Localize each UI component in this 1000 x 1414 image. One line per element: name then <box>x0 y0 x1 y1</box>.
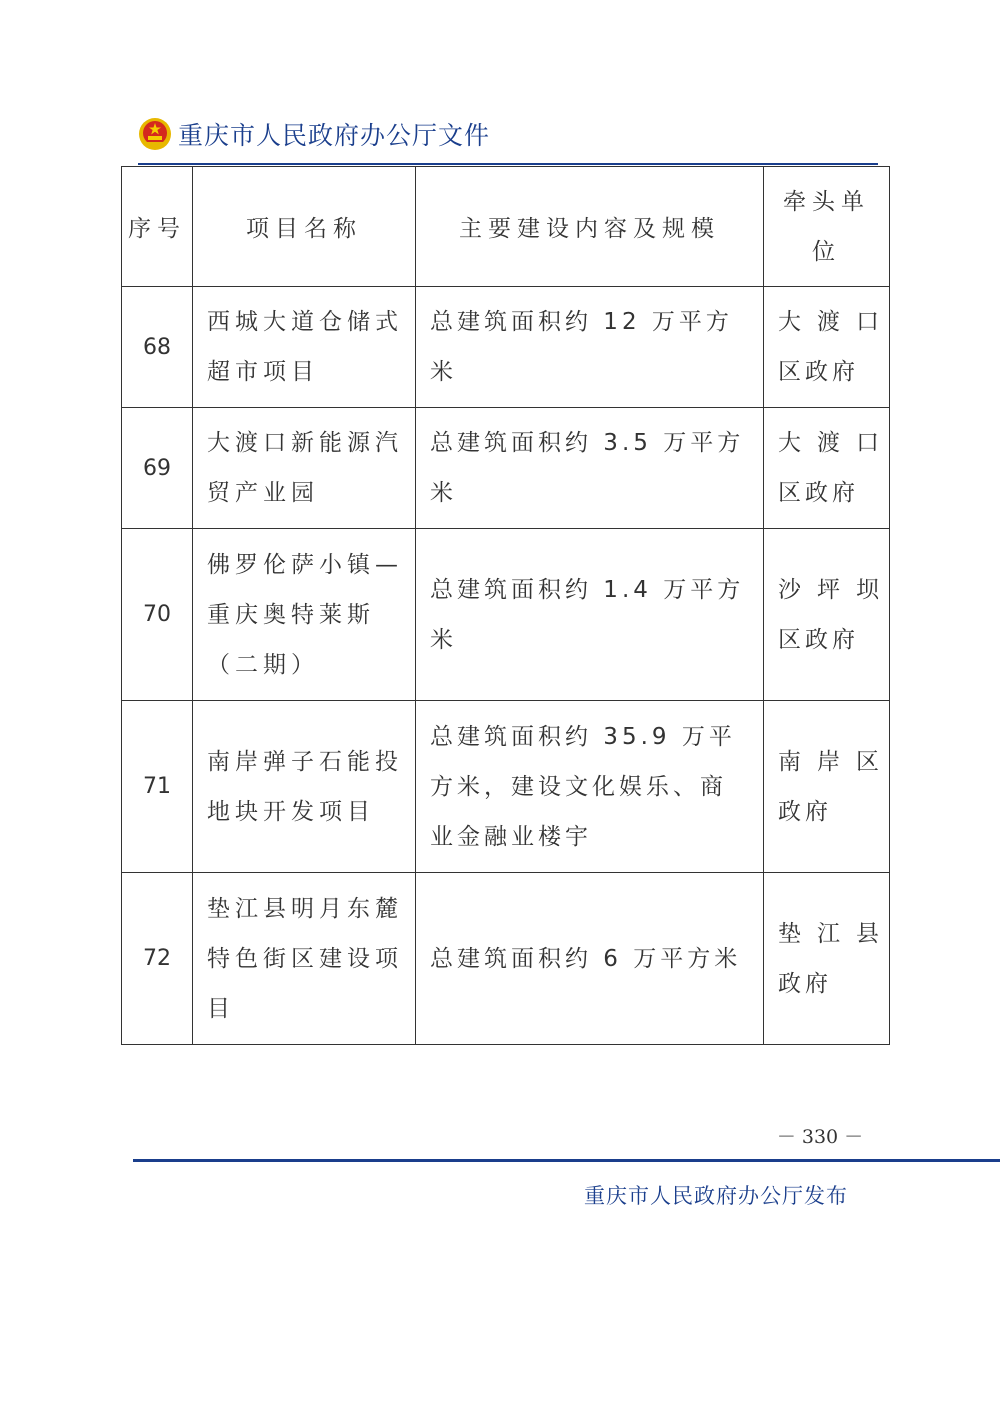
header-divider <box>138 163 878 165</box>
table-row <box>122 701 890 873</box>
table-row <box>122 287 890 408</box>
unit-char: 坪 <box>817 576 840 603</box>
unit-char: 渡 <box>817 430 840 456</box>
project-table <box>121 166 890 1045</box>
unit-char: 口 <box>856 309 879 335</box>
header-content: 主要建设内容及规模 <box>416 167 764 287</box>
unit-char: 渡 <box>817 309 840 335</box>
unit-char: 口 <box>856 430 879 456</box>
footer-publisher: 重庆市人民政府办公厅发布 <box>584 1184 848 1208</box>
header-unit-line2: 位 <box>812 238 841 265</box>
row-unit <box>764 873 890 1045</box>
header-unit-line1: 牵头单 <box>783 188 870 215</box>
unit-char: 江 <box>817 920 840 947</box>
row-name: 大渡口新能源汽贸产业园 <box>193 408 416 529</box>
unit-char: 沙 <box>778 576 801 603</box>
row-num: 72 <box>122 873 193 1045</box>
row-unit <box>764 701 890 873</box>
row-unit <box>764 287 890 408</box>
header-name: 项目名称 <box>193 167 416 287</box>
row-num: 70 <box>122 529 193 701</box>
row-content: 总建筑面积约 35.9 万平方米，建设文化娱乐、商业金融业楼宇 <box>416 701 764 873</box>
row-num: 71 <box>122 701 193 873</box>
table-row <box>122 873 890 1045</box>
unit-char: 垫 <box>778 920 801 947</box>
unit-char: 县 <box>856 920 879 947</box>
row-name: 垫江县明月东麓特色街区建设项目 <box>193 873 416 1045</box>
row-num: 69 <box>122 408 193 529</box>
document-header <box>138 112 490 156</box>
header-title: 重庆市人民政府办公厅文件 <box>178 121 491 150</box>
row-name: 佛罗伦萨小镇—重庆奥特莱斯（二期） <box>193 529 416 701</box>
table-header-row <box>122 167 890 287</box>
unit-char: 区 <box>856 748 879 775</box>
footer-divider <box>133 1159 1000 1162</box>
unit-bottom: 政府 <box>778 798 832 825</box>
header-unit <box>764 167 890 287</box>
row-unit <box>764 408 890 529</box>
row-content: 总建筑面积约 3.5 万平方米 <box>416 408 764 529</box>
table-row <box>122 408 890 529</box>
row-content: 总建筑面积约 12 万平方米 <box>416 287 764 408</box>
unit-char: 大 <box>778 430 801 456</box>
unit-char: 大 <box>778 309 801 335</box>
unit-bottom: 区政府 <box>778 626 859 653</box>
row-content: 总建筑面积约 6 万平方米 <box>416 873 764 1045</box>
header-num: 序号 <box>122 167 193 287</box>
row-name: 西城大道仓储式超市项目 <box>193 287 416 408</box>
row-content: 总建筑面积约 1.4 万平方米 <box>416 529 764 701</box>
national-emblem-icon <box>138 117 172 151</box>
unit-bottom: 区政府 <box>778 359 859 385</box>
table-row <box>122 529 890 701</box>
unit-bottom: 政府 <box>778 970 832 997</box>
page-number: － 330 － <box>776 1126 864 1148</box>
unit-char: 岸 <box>817 748 840 775</box>
unit-char: 南 <box>778 748 801 775</box>
row-unit <box>764 529 890 701</box>
row-name: 南岸弹子石能投地块开发项目 <box>193 701 416 873</box>
row-num: 68 <box>122 287 193 408</box>
unit-char: 坝 <box>856 576 879 603</box>
unit-bottom: 区政府 <box>778 480 859 506</box>
